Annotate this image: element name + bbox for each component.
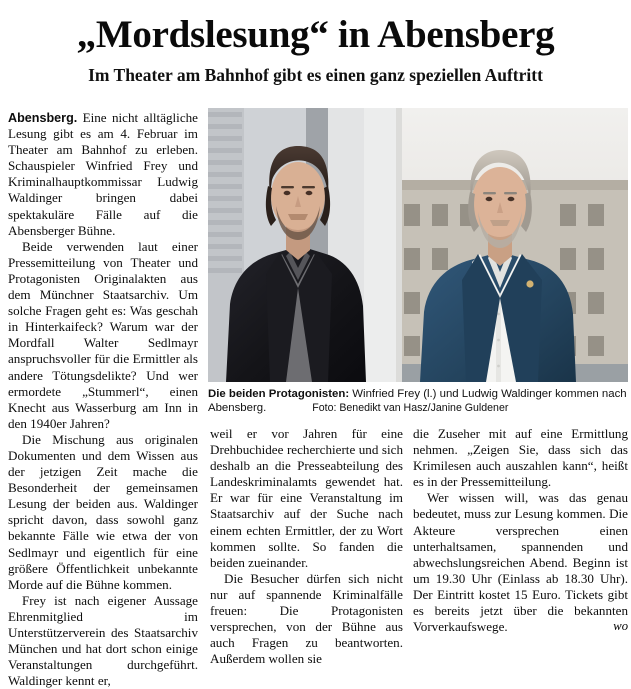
photo-credit: Foto: Benedikt van Hasz/Janine Guldener — [312, 402, 509, 415]
caption-text: Winfried Frey (l.) und Ludwig Waldinger kommen nach Abensberg. — [208, 388, 627, 415]
two-protagonists-photo — [208, 108, 628, 382]
paragraph-text: Eine nicht alltägliche Lesung gibt es am 4. Februar im Theater am Bahnhof zu erleben. Schauspieler Winfried Frey und Kriminalhauptkommissar Ludwig Waldinger bringen dabei spektakuläre Fälle auf die Abensberger Bühne. — [8, 110, 198, 238]
paragraph-lead — [8, 110, 198, 239]
article-body — [0, 104, 631, 689]
paragraph: die Zuseher mit auf eine Ermittlung nehmen. „Zeigen Sie, dass sich das Krimilesen auch auszahlen kann“, heißt es in der Pressemitteilung. — [413, 426, 628, 490]
subheadline: Im Theater am Bahnhof gibt es einen ganz speziellen Auftritt — [88, 65, 543, 85]
dateline: Abensberg. — [8, 111, 78, 125]
paragraph: Die Mischung aus originalen Dokumenten und dem Wissen aus der jetzigen Zeit mache die Besonderheit der gemeinsamen Lesung der beiden aus. Waldinger spricht davon, dass sowohl ganz bekannte Fälle wie etwa der von Sedlmayr und eigentlich für eine größere Öffentlichkeit unbekannte Morde auf die Bühne kommen. — [8, 431, 198, 592]
paragraph: weil er vor Jahren für eine Drehbuchidee recherchierte und sich deshalb an die Presseabteilung des Landeskriminalamts gewendet hat. Er war für eine Veranstaltung im Staatsarchiv auf der Suche nach einem echten Ermittler, der zu Wort kommen sollte. So fanden die beiden zueinander. — [210, 426, 403, 570]
column-right — [413, 426, 628, 682]
paragraph: Wer wissen will, was das genau bedeutet, muss zur Lesung kommen. Die Akteure versprechen einen unterhaltsamen, spannenden und abwechslungsreichen Abend. Beginn ist um 19.30 Uhr (Einlass ab 18.30 Uhr). Der Eintritt kostet 15 Euro. Tickets gibt es bereits jetzt über die bekannten Vorverkaufswege. — [413, 490, 628, 635]
photo-illustration — [208, 108, 628, 382]
paragraph: Beide verwenden laut einer Pressemitteilung von Theater und Protagonisten Originalakten aus dem Münchner Staatsarchiv. Um solche Fragen geht es: Was geschah in Hinterkaifeck? Warum war der Mordfall Walter Sedlmayr anspruchsvoller für die Ermittler als andere Tötungsdelikte? Und wer ermordete „Stummerl“, einen Knecht aus Wasserburg am Inn in den 1940er Jahren? — [8, 238, 198, 431]
page-title: „Mordslesung“ in Abensberg — [76, 13, 555, 56]
caption-lead: Die beiden Protagonisten: — [208, 388, 350, 400]
photo-block — [208, 108, 628, 415]
paragraph: Frey ist nach eigener Aussage Ehrenmitglied im Unterstützerverein des Staatsarchiv München und hat dort schon einige Veranstaltungen durchgeführt. Waldinger kennt er, — [8, 592, 198, 689]
paragraph: Die Besucher dürfen sich nicht nur auf spannende Kriminalfälle freuen: Die Protagonisten versprechen, von der Bühne aus auch Fragen zu beantworten. Außerdem wollen sie — [210, 570, 403, 667]
column-middle — [210, 426, 403, 682]
author-byline: wo — [613, 619, 628, 634]
column-left — [8, 110, 198, 689]
photo-caption — [208, 387, 628, 415]
